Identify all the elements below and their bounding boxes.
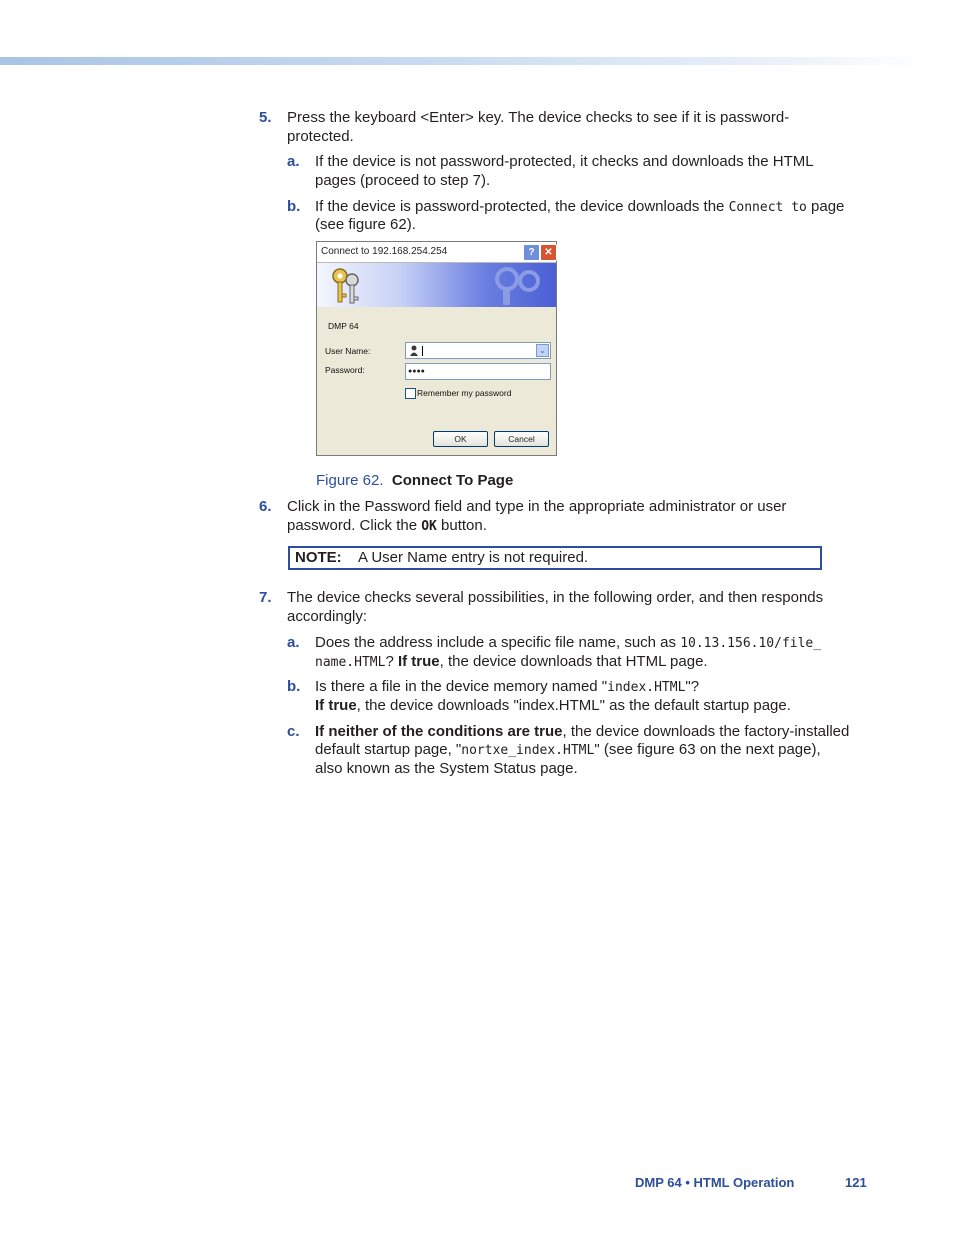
dialog-banner <box>317 263 556 307</box>
substep-text: Does the address include a specific file name, such as 10.13.156.10/file_ <box>315 634 822 651</box>
footer-title: DMP 64 • HTML Operation <box>635 1175 795 1190</box>
substep-label: a. <box>287 153 300 170</box>
figure-caption <box>316 471 513 490</box>
substep-label: b. <box>287 678 301 695</box>
step-text: accordingly: <box>287 608 368 625</box>
dialog-realm: DMP 64 <box>328 321 359 331</box>
close-icon[interactable]: ✕ <box>540 244 557 261</box>
username-label: User Name: <box>325 346 371 356</box>
code-text: Connect to <box>728 200 807 215</box>
note-label: NOTE: <box>295 549 342 566</box>
connect-dialog <box>316 241 557 456</box>
username-field[interactable] <box>405 342 551 359</box>
substep-text: default startup page, "nortxe_index.HTML" (see figure 63 on the next page), <box>315 741 821 758</box>
code-text: OK <box>421 519 437 534</box>
ok-button[interactable]: OK <box>433 431 488 447</box>
substep-label: c. <box>287 723 300 740</box>
keys-icon <box>329 266 363 306</box>
remember-checkbox[interactable] <box>405 388 416 399</box>
substep-text: If the device is not password-protected, it checks and downloads the HTML <box>315 153 814 170</box>
substep-text: (see figure 62). <box>315 216 416 233</box>
dialog-title: Connect to 192.168.254.254 <box>321 246 448 257</box>
step-number: 6. <box>259 498 272 515</box>
step-number: 5. <box>259 109 272 126</box>
help-icon[interactable]: ? <box>523 244 540 261</box>
substep-text: If true, the device downloads "index.HTML" as the default startup page. <box>315 697 791 714</box>
figure-title: Connect To Page <box>391 472 514 489</box>
dialog-titlebar <box>317 242 556 263</box>
step-text: Press the keyboard <Enter> key. The device checks to see if it is password- <box>287 109 790 126</box>
substep-text: Is there a file in the device memory named "index.HTML"? <box>315 678 700 695</box>
note-box <box>288 546 822 570</box>
substep-text: If neither of the conditions are true, the device downloads the factory-installed <box>315 723 850 740</box>
user-icon <box>409 345 419 356</box>
password-label: Password: <box>325 365 365 375</box>
step-text: protected. <box>287 128 354 145</box>
substep-label: b. <box>287 198 301 215</box>
step-text: password. Click the OK button. <box>287 517 487 534</box>
substep-text: pages (proceed to step 7). <box>315 172 491 189</box>
password-field[interactable]: ●●●● <box>405 363 551 380</box>
substep-text: name.HTML? If true, the device downloads that HTML page. <box>315 653 708 670</box>
chevron-down-icon[interactable]: ⌄ <box>536 344 549 357</box>
step-text: The device checks several possibilities, in the following order, and then responds <box>287 589 824 606</box>
step-number: 7. <box>259 589 272 606</box>
header-bar <box>0 57 928 65</box>
cancel-button[interactable]: Cancel <box>494 431 549 447</box>
substep-label: a. <box>287 634 300 651</box>
code-text: name.HTML <box>315 655 386 670</box>
page-number: 121 <box>845 1175 867 1190</box>
keys-watermark-icon <box>477 265 547 305</box>
remember-label: Remember my password <box>417 388 512 398</box>
code-text: index.HTML <box>607 680 686 695</box>
step-text: Click in the Password field and type in the appropriate administrator or user <box>287 498 787 515</box>
note-text: A User Name entry is not required. <box>358 549 589 566</box>
text-cursor <box>422 346 423 356</box>
substep-text: If the device is password-protected, the device downloads the Connect to page <box>315 198 845 215</box>
figure-label: Figure 62. <box>316 472 384 489</box>
substep-text: also known as the System Status page. <box>315 760 578 777</box>
code-text: 10.13.156.10/file_ <box>680 636 822 651</box>
code-text: nortxe_index.HTML <box>461 743 595 758</box>
